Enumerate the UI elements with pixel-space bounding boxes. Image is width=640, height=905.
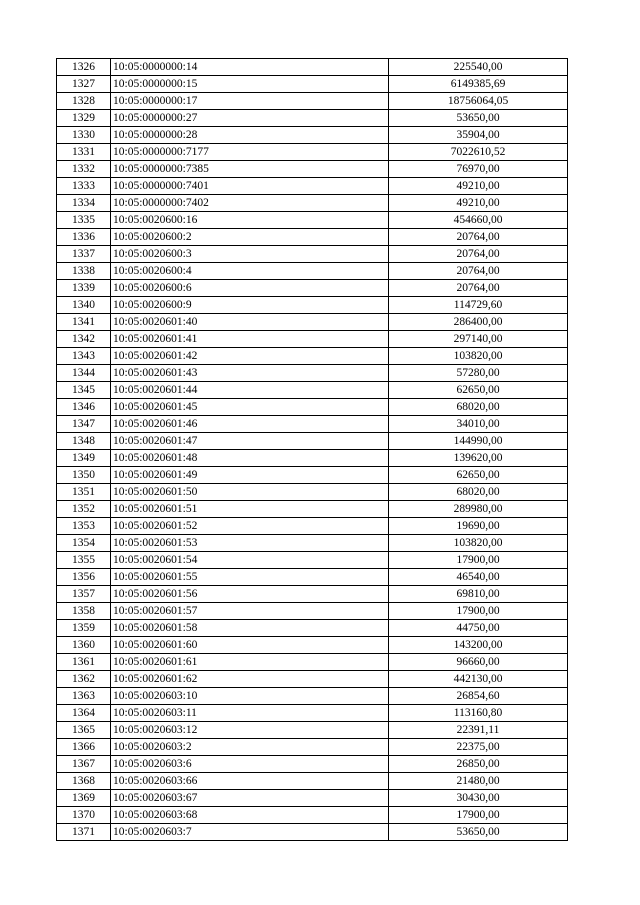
cadastral-value-cell: 17900,00 xyxy=(389,807,568,824)
cadastral-number-cell: 10:05:0020600:6 xyxy=(111,280,389,297)
table-row xyxy=(57,671,568,688)
row-number-cell: 1348 xyxy=(57,433,111,450)
table-row xyxy=(57,433,568,450)
row-number-cell: 1330 xyxy=(57,127,111,144)
row-number-cell: 1331 xyxy=(57,144,111,161)
row-number-cell: 1334 xyxy=(57,195,111,212)
row-number-cell: 1357 xyxy=(57,586,111,603)
row-number-cell: 1363 xyxy=(57,688,111,705)
row-number-cell: 1341 xyxy=(57,314,111,331)
cadastral-number-cell: 10:05:0020603:12 xyxy=(111,722,389,739)
row-number-cell: 1338 xyxy=(57,263,111,280)
row-number-cell: 1336 xyxy=(57,229,111,246)
cadastral-value-cell: 44750,00 xyxy=(389,620,568,637)
table-row xyxy=(57,76,568,93)
cadastral-number-cell: 10:05:0020601:40 xyxy=(111,314,389,331)
cadastral-number-cell: 10:05:0020603:67 xyxy=(111,790,389,807)
table-row xyxy=(57,110,568,127)
cadastral-number-cell: 10:05:0020601:41 xyxy=(111,331,389,348)
table-row xyxy=(57,59,568,76)
table-row xyxy=(57,518,568,535)
row-number-cell: 1369 xyxy=(57,790,111,807)
cadastral-number-cell: 10:05:0020601:51 xyxy=(111,501,389,518)
cadastral-number-cell: 10:05:0020601:62 xyxy=(111,671,389,688)
table-row xyxy=(57,756,568,773)
cadastral-value-cell: 139620,00 xyxy=(389,450,568,467)
cadastral-value-cell: 62650,00 xyxy=(389,467,568,484)
row-number-cell: 1365 xyxy=(57,722,111,739)
cadastral-value-cell: 57280,00 xyxy=(389,365,568,382)
cadastral-number-cell: 10:05:0020601:47 xyxy=(111,433,389,450)
table-row xyxy=(57,484,568,501)
cadastral-value-cell: 7022610,52 xyxy=(389,144,568,161)
cadastral-value-cell: 53650,00 xyxy=(389,824,568,841)
table-row xyxy=(57,280,568,297)
table-row xyxy=(57,535,568,552)
cadastral-value-cell: 46540,00 xyxy=(389,569,568,586)
cadastral-number-cell: 10:05:0020603:66 xyxy=(111,773,389,790)
row-number-cell: 1342 xyxy=(57,331,111,348)
table-row xyxy=(57,654,568,671)
cadastral-number-cell: 10:05:0020603:6 xyxy=(111,756,389,773)
table-row xyxy=(57,246,568,263)
cadastral-value-cell: 114729,60 xyxy=(389,297,568,314)
cadastral-value-cell: 20764,00 xyxy=(389,246,568,263)
table-row xyxy=(57,229,568,246)
table-row xyxy=(57,586,568,603)
cadastral-value-cell: 30430,00 xyxy=(389,790,568,807)
row-number-cell: 1344 xyxy=(57,365,111,382)
cadastral-number-cell: 10:05:0020601:44 xyxy=(111,382,389,399)
table-row xyxy=(57,620,568,637)
table-row xyxy=(57,773,568,790)
cadastral-number-cell: 10:05:0000000:7401 xyxy=(111,178,389,195)
row-number-cell: 1335 xyxy=(57,212,111,229)
row-number-cell: 1329 xyxy=(57,110,111,127)
row-number-cell: 1346 xyxy=(57,399,111,416)
cadastral-number-cell: 10:05:0020601:50 xyxy=(111,484,389,501)
cadastral-value-cell: 20764,00 xyxy=(389,280,568,297)
cadastral-number-cell: 10:05:0000000:7385 xyxy=(111,161,389,178)
cadastral-number-cell: 10:05:0000000:28 xyxy=(111,127,389,144)
row-number-cell: 1362 xyxy=(57,671,111,688)
row-number-cell: 1343 xyxy=(57,348,111,365)
cadastral-value-cell: 113160,80 xyxy=(389,705,568,722)
table-row xyxy=(57,314,568,331)
cadastral-number-cell: 10:05:0020601:54 xyxy=(111,552,389,569)
table-row xyxy=(57,569,568,586)
row-number-cell: 1332 xyxy=(57,161,111,178)
cadastral-number-cell: 10:05:0020600:3 xyxy=(111,246,389,263)
table-row xyxy=(57,705,568,722)
table-row xyxy=(57,467,568,484)
cadastral-value-cell: 18756064,05 xyxy=(389,93,568,110)
cadastral-value-cell: 62650,00 xyxy=(389,382,568,399)
table-row xyxy=(57,790,568,807)
table-row xyxy=(57,722,568,739)
cadastral-value-cell: 286400,00 xyxy=(389,314,568,331)
table-row xyxy=(57,603,568,620)
row-number-cell: 1347 xyxy=(57,416,111,433)
row-number-cell: 1345 xyxy=(57,382,111,399)
cadastral-value-cell: 454660,00 xyxy=(389,212,568,229)
row-number-cell: 1364 xyxy=(57,705,111,722)
cadastral-value-cell: 35904,00 xyxy=(389,127,568,144)
table-row xyxy=(57,688,568,705)
cadastral-value-cell: 143200,00 xyxy=(389,637,568,654)
cadastral-value-cell: 21480,00 xyxy=(389,773,568,790)
cadastral-value-cell: 289980,00 xyxy=(389,501,568,518)
table-body xyxy=(57,59,568,841)
cadastral-number-cell: 10:05:0020601:48 xyxy=(111,450,389,467)
cadastral-value-cell: 96660,00 xyxy=(389,654,568,671)
cadastral-value-cell: 68020,00 xyxy=(389,484,568,501)
row-number-cell: 1370 xyxy=(57,807,111,824)
cadastral-value-cell: 297140,00 xyxy=(389,331,568,348)
row-number-cell: 1371 xyxy=(57,824,111,841)
cadastral-value-cell: 442130,00 xyxy=(389,671,568,688)
table-row xyxy=(57,127,568,144)
cadastral-number-cell: 10:05:0020603:10 xyxy=(111,688,389,705)
cadastral-value-cell: 225540,00 xyxy=(389,59,568,76)
row-number-cell: 1355 xyxy=(57,552,111,569)
cadastral-value-cell: 20764,00 xyxy=(389,229,568,246)
cadastral-number-cell: 10:05:0020600:9 xyxy=(111,297,389,314)
row-number-cell: 1354 xyxy=(57,535,111,552)
cadastral-value-table xyxy=(56,58,568,841)
cadastral-number-cell: 10:05:0020601:60 xyxy=(111,637,389,654)
table-row xyxy=(57,195,568,212)
cadastral-value-cell: 103820,00 xyxy=(389,535,568,552)
row-number-cell: 1361 xyxy=(57,654,111,671)
table-row xyxy=(57,331,568,348)
row-number-cell: 1337 xyxy=(57,246,111,263)
cadastral-number-cell: 10:05:0020603:11 xyxy=(111,705,389,722)
cadastral-value-cell: 20764,00 xyxy=(389,263,568,280)
table-row xyxy=(57,348,568,365)
table-row xyxy=(57,824,568,841)
table-row xyxy=(57,365,568,382)
row-number-cell: 1327 xyxy=(57,76,111,93)
cadastral-number-cell: 10:05:0020601:57 xyxy=(111,603,389,620)
row-number-cell: 1340 xyxy=(57,297,111,314)
table-row xyxy=(57,807,568,824)
cadastral-value-cell: 6149385,69 xyxy=(389,76,568,93)
cadastral-value-cell: 26850,00 xyxy=(389,756,568,773)
cadastral-number-cell: 10:05:0000000:14 xyxy=(111,59,389,76)
document-page xyxy=(56,58,568,841)
row-number-cell: 1360 xyxy=(57,637,111,654)
table-row xyxy=(57,416,568,433)
cadastral-number-cell: 10:05:0020603:2 xyxy=(111,739,389,756)
cadastral-number-cell: 10:05:0000000:7402 xyxy=(111,195,389,212)
row-number-cell: 1326 xyxy=(57,59,111,76)
cadastral-value-cell: 17900,00 xyxy=(389,552,568,569)
cadastral-number-cell: 10:05:0020601:55 xyxy=(111,569,389,586)
row-number-cell: 1368 xyxy=(57,773,111,790)
row-number-cell: 1333 xyxy=(57,178,111,195)
table-row xyxy=(57,297,568,314)
cadastral-value-cell: 49210,00 xyxy=(389,195,568,212)
row-number-cell: 1339 xyxy=(57,280,111,297)
cadastral-number-cell: 10:05:0020601:45 xyxy=(111,399,389,416)
cadastral-value-cell: 103820,00 xyxy=(389,348,568,365)
cadastral-value-cell: 68020,00 xyxy=(389,399,568,416)
row-number-cell: 1367 xyxy=(57,756,111,773)
cadastral-number-cell: 10:05:0020600:2 xyxy=(111,229,389,246)
cadastral-value-cell: 53650,00 xyxy=(389,110,568,127)
table-row xyxy=(57,93,568,110)
cadastral-number-cell: 10:05:0020600:4 xyxy=(111,263,389,280)
cadastral-number-cell: 10:05:0020601:61 xyxy=(111,654,389,671)
cadastral-value-cell: 22391,11 xyxy=(389,722,568,739)
cadastral-value-cell: 34010,00 xyxy=(389,416,568,433)
table-row xyxy=(57,637,568,654)
row-number-cell: 1351 xyxy=(57,484,111,501)
cadastral-number-cell: 10:05:0000000:17 xyxy=(111,93,389,110)
table-row xyxy=(57,399,568,416)
row-number-cell: 1353 xyxy=(57,518,111,535)
table-row xyxy=(57,161,568,178)
table-row xyxy=(57,450,568,467)
cadastral-number-cell: 10:05:0020601:53 xyxy=(111,535,389,552)
table-row xyxy=(57,739,568,756)
cadastral-number-cell: 10:05:0020601:42 xyxy=(111,348,389,365)
table-row xyxy=(57,178,568,195)
cadastral-value-cell: 76970,00 xyxy=(389,161,568,178)
cadastral-value-cell: 144990,00 xyxy=(389,433,568,450)
cadastral-number-cell: 10:05:0020601:52 xyxy=(111,518,389,535)
cadastral-number-cell: 10:05:0020601:43 xyxy=(111,365,389,382)
cadastral-value-cell: 49210,00 xyxy=(389,178,568,195)
row-number-cell: 1359 xyxy=(57,620,111,637)
row-number-cell: 1352 xyxy=(57,501,111,518)
table-row xyxy=(57,263,568,280)
cadastral-number-cell: 10:05:0000000:15 xyxy=(111,76,389,93)
cadastral-value-cell: 19690,00 xyxy=(389,518,568,535)
cadastral-number-cell: 10:05:0020600:16 xyxy=(111,212,389,229)
row-number-cell: 1356 xyxy=(57,569,111,586)
table-row xyxy=(57,212,568,229)
row-number-cell: 1349 xyxy=(57,450,111,467)
cadastral-value-cell: 22375,00 xyxy=(389,739,568,756)
row-number-cell: 1358 xyxy=(57,603,111,620)
table-row xyxy=(57,501,568,518)
row-number-cell: 1350 xyxy=(57,467,111,484)
cadastral-number-cell: 10:05:0020601:46 xyxy=(111,416,389,433)
row-number-cell: 1328 xyxy=(57,93,111,110)
cadastral-number-cell: 10:05:0020601:49 xyxy=(111,467,389,484)
cadastral-value-cell: 69810,00 xyxy=(389,586,568,603)
cadastral-value-cell: 26854,60 xyxy=(389,688,568,705)
table-row xyxy=(57,382,568,399)
cadastral-number-cell: 10:05:0020603:7 xyxy=(111,824,389,841)
cadastral-number-cell: 10:05:0000000:7177 xyxy=(111,144,389,161)
cadastral-number-cell: 10:05:0020601:56 xyxy=(111,586,389,603)
cadastral-number-cell: 10:05:0020603:68 xyxy=(111,807,389,824)
table-row xyxy=(57,552,568,569)
row-number-cell: 1366 xyxy=(57,739,111,756)
cadastral-number-cell: 10:05:0020601:58 xyxy=(111,620,389,637)
cadastral-number-cell: 10:05:0000000:27 xyxy=(111,110,389,127)
cadastral-value-cell: 17900,00 xyxy=(389,603,568,620)
table-row xyxy=(57,144,568,161)
